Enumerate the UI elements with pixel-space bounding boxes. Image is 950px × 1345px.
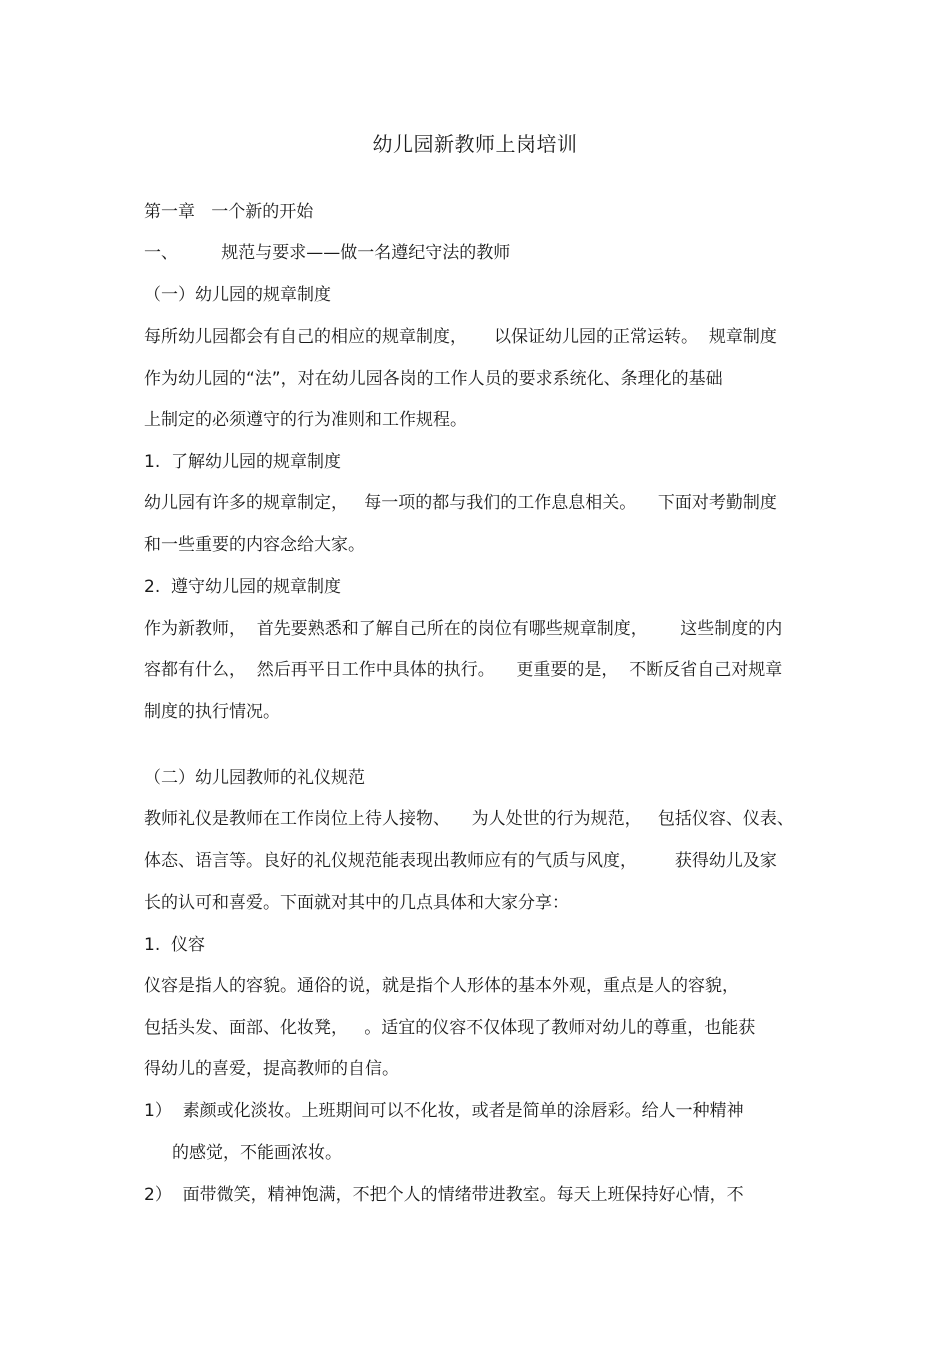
subsection-heading: （一）幼儿园的规章制度 (144, 285, 331, 305)
paragraph-line: 上制定的必须遵守的行为准则和工作规程。 (144, 410, 467, 430)
numbered-heading: 1. 了解幼儿园的规章制度 (144, 452, 342, 472)
list-item-continuation: 的感觉，不能画浓妆。 (172, 1143, 342, 1163)
list-item: 2） 面带微笑，精神饱满，不把个人的情绪带进教室。每天上班保持好心情，不 (144, 1185, 744, 1205)
paragraph-line: 和一些重要的内容念给大家。 (144, 535, 365, 555)
paragraph-line: 仪容是指人的容貌。通俗的说，就是指个人形体的基本外观，重点是人的容貌， (144, 976, 739, 996)
paragraph-line: 作为幼儿园的“法”，对在幼儿园各岗的工作人员的要求系统化、条理化的基础 (144, 369, 723, 389)
paragraph-line: 包括头发、面部、化妆凳， 。适宜的仪容不仅体现了教师对幼儿的尊重，也能获 (144, 1018, 756, 1038)
subsection-heading: （二）幼儿园教师的礼仪规范 (144, 768, 365, 788)
paragraph-line: 每所幼儿园都会有自己的相应的规章制度， 以保证幼儿园的正常运转。 规章制度 (144, 327, 777, 347)
paragraph-line: 体态、语言等。良好的礼仪规范能表现出教师应有的气质与风度， 获得幼儿及家 (144, 851, 777, 871)
numbered-heading: 2. 遵守幼儿园的规章制度 (144, 577, 342, 597)
chapter-heading: 第一章 一个新的开始 (144, 202, 314, 222)
paragraph-line: 得幼儿的喜爱，提高教师的自信。 (144, 1059, 399, 1079)
list-item: 1） 素颜或化淡妆。上班期间可以不化妆，或者是简单的涂唇彩。给人一种精神 (144, 1101, 744, 1121)
section-heading: 一、 规范与要求——做一名遵纪守法的教师 (144, 243, 511, 263)
paragraph-line: 容都有什么， 然后再平日工作中具体的执行。 更重要的是， 不断反省自己对规章 (144, 660, 783, 680)
document-title: 幼儿园新教师上岗培训 (372, 132, 578, 156)
paragraph-line: 幼儿园有许多的规章制定， 每一项的都与我们的工作息息相关。 下面对考勤制度 (144, 493, 777, 513)
paragraph-line: 制度的执行情况。 (144, 702, 280, 722)
paragraph-line: 教师礼仪是教师在工作岗位上待人接物、 为人处世的行为规范， 包括仪容、仪表、 (144, 809, 794, 829)
paragraph-line: 作为新教师， 首先要熟悉和了解自己所在的岗位有哪些规章制度， 这些制度的内 (144, 619, 783, 639)
numbered-heading: 1. 仪容 (144, 935, 206, 955)
paragraph-line: 长的认可和喜爱。下面就对其中的几点具体和大家分享： (144, 893, 569, 913)
